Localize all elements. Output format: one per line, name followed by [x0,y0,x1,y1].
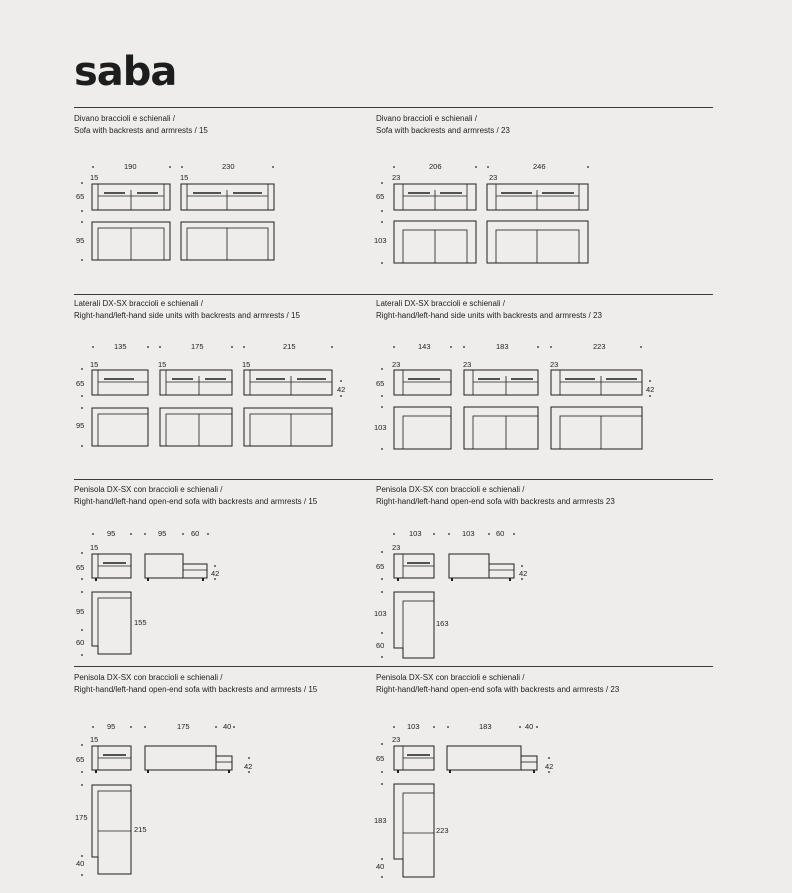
dim-depth: 103 [374,609,387,618]
dim-width: 40 [525,722,534,731]
dim-width: 95 [158,529,167,538]
dim-depth: 103 [374,423,387,432]
dim-height: 65 [76,379,85,388]
caption-it: Penisola DX-SX con braccioli e schienali / [376,485,525,494]
dim-width: 95 [107,722,116,731]
dim-width: 190 [124,162,137,171]
dim-arm: 15 [90,735,99,744]
caption-it: Penisola DX-SX con braccioli e schienali / [74,485,223,494]
dim-extension: 60 [76,638,85,647]
caption-en: Right-hand/left-hand open-end sofa with backrests and armrests / 15 [74,685,318,694]
dim-back: 42 [545,762,554,771]
dim-arm: 23 [489,173,498,182]
sofa-15-drawing [76,162,274,261]
dim-depth: 175 [75,813,88,822]
dim-arm: 15 [158,360,167,369]
sofa-23-drawing [374,162,589,264]
dim-arm: 15 [180,173,189,182]
dim-width: 40 [223,722,232,731]
side-units-23-drawing [374,342,654,450]
dim-height: 65 [376,562,385,571]
dim-arm: 15 [90,360,99,369]
open-end-15-drawing [76,529,219,656]
dim-width: 143 [418,342,431,351]
dim-arm: 15 [242,360,251,369]
dim-back: 42 [211,569,220,578]
dim-width: 135 [114,342,127,351]
dim-arm: 23 [392,543,401,552]
dim-back: 42 [519,569,528,578]
dim-depth: 95 [76,236,85,245]
dim-width: 175 [191,342,204,351]
open-end-long-23-drawing [374,722,553,878]
dim-width: 206 [429,162,442,171]
open-end-long-15-drawing [75,722,252,876]
caption-en: Sofa with backrests and armrests / 23 [376,126,510,135]
dim-arm: 15 [90,173,99,182]
dim-back: 42 [337,385,346,394]
dim-width: 103 [462,529,475,538]
dim-extension: 60 [376,641,385,650]
saba-logo: saba [74,49,177,95]
dim-extension: 40 [376,862,385,871]
dim-depth: 95 [76,421,85,430]
dim-depth: 103 [374,236,387,245]
caption-it: Laterali DX-SX braccioli e schienali / [376,299,505,308]
dim-arm: 23 [392,173,401,182]
side-units-15-drawing [76,342,345,447]
dim-height: 65 [76,563,85,572]
dim-width: 223 [593,342,606,351]
caption-en: Right-hand/left-hand open-end sofa with backrests and armrests / 15 [74,497,318,506]
dim-width: 246 [533,162,546,171]
dim-width: 60 [496,529,505,538]
dim-arm: 15 [90,543,99,552]
caption-en: Right-hand/left-hand side units with backrests and armrests / 23 [376,311,602,320]
dim-arm: 23 [463,360,472,369]
dim-height: 65 [376,192,385,201]
dim-height: 65 [376,754,385,763]
dim-height: 65 [76,192,85,201]
caption-en: Right-hand/left-hand open-end sofa with backrests and armrests 23 [376,497,615,506]
dim-width: 183 [479,722,492,731]
dim-width: 175 [177,722,190,731]
dim-width: 183 [496,342,509,351]
dim-width: 215 [283,342,296,351]
dim-depth: 95 [76,607,85,616]
dim-back: 42 [244,762,253,771]
caption-en: Right-hand/left-hand open-end sofa with backrests and armrests / 23 [376,685,620,694]
dim-arm: 23 [392,735,401,744]
open-end-23-drawing [374,529,527,658]
caption-it: Divano braccioli e schienali / [376,114,477,123]
dim-length: 223 [436,826,449,835]
dim-width: 230 [222,162,235,171]
caption-it: Divano braccioli e schienali / [74,114,175,123]
caption-it: Penisola DX-SX con braccioli e schienali / [74,673,223,682]
caption-it: Laterali DX-SX braccioli e schienali / [74,299,203,308]
dim-length: 163 [436,619,449,628]
dim-width: 103 [407,722,420,731]
dim-length: 215 [134,825,147,834]
dim-arm: 23 [392,360,401,369]
dim-arm: 23 [550,360,559,369]
dim-width: 95 [107,529,116,538]
dim-extension: 40 [76,859,85,868]
dim-height: 65 [76,755,85,764]
dim-length: 155 [134,618,147,627]
caption-en: Sofa with backrests and armrests / 15 [74,126,208,135]
dim-back: 42 [646,385,655,394]
dim-width: 60 [191,529,200,538]
dim-width: 103 [409,529,422,538]
dim-depth: 183 [374,816,387,825]
caption-it: Penisola DX-SX con braccioli e schienali / [376,673,525,682]
dim-height: 65 [376,379,385,388]
caption-en: Right-hand/left-hand side units with backrests and armrests / 15 [74,311,300,320]
